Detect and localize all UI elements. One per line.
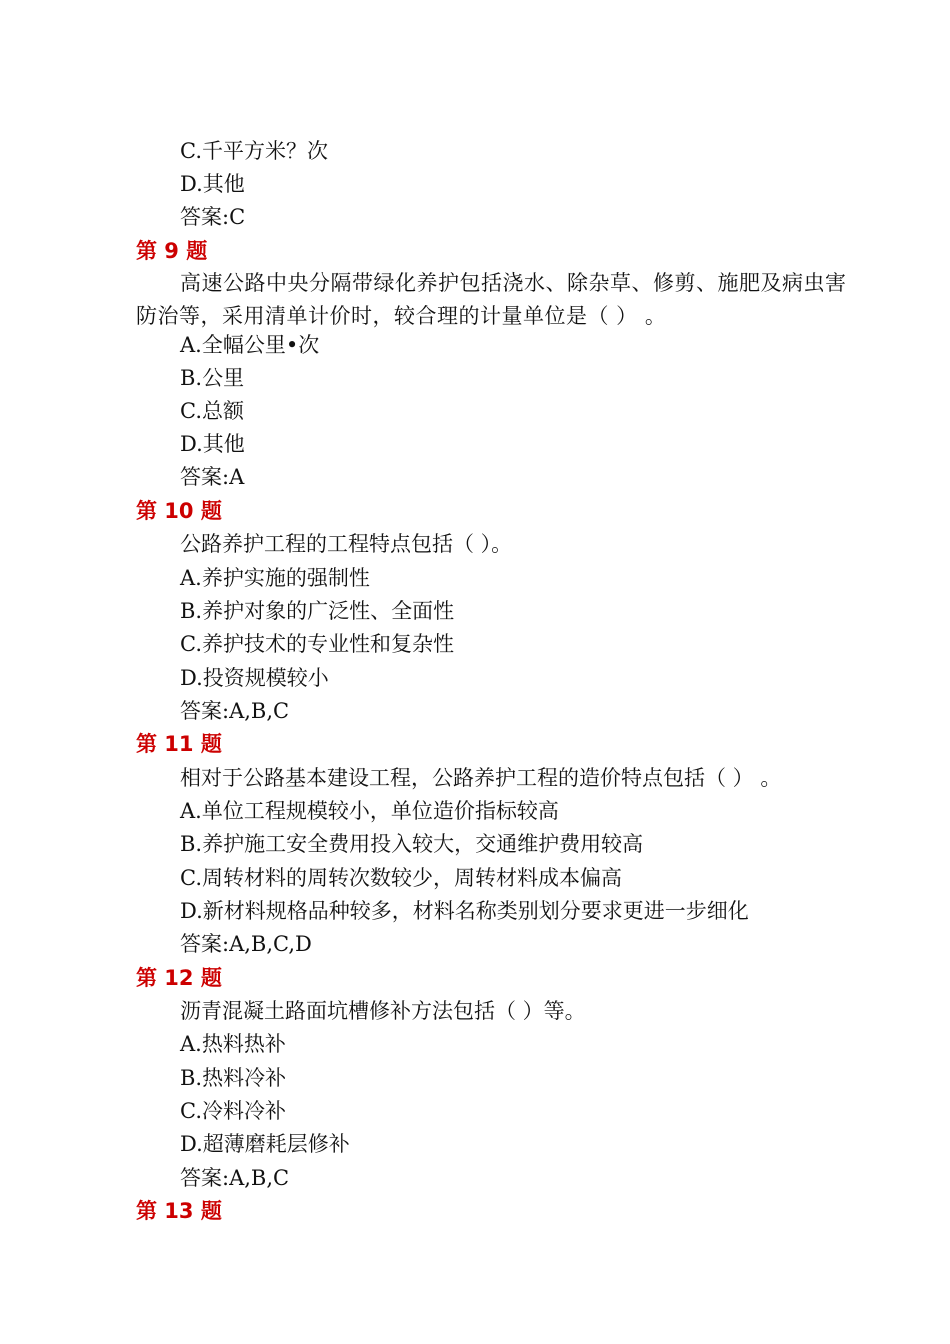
- option-a: A.养护实施的强制性: [180, 566, 370, 590]
- answer: 答案:A,B,C,D: [180, 932, 312, 956]
- option-c: C.总额: [180, 399, 244, 423]
- answer: 答案:A,B,C: [180, 699, 290, 723]
- option-a: A.全幅公里•次: [180, 333, 320, 357]
- option-c: C.冷料冷补: [180, 1099, 286, 1123]
- option-d: D.其他: [180, 432, 245, 456]
- option-b: B.热料冷补: [180, 1066, 287, 1090]
- option-c: C.千平方米？次: [180, 139, 328, 163]
- question-title: 第 12 题: [136, 966, 222, 990]
- option-b: B.公里: [180, 366, 245, 390]
- option-d: D.投资规模较小: [180, 666, 329, 690]
- question-title: 第 10 题: [136, 499, 222, 523]
- option-c: C.养护技术的专业性和复杂性: [180, 632, 454, 656]
- option-d: D.其他: [180, 172, 245, 196]
- answer: 答案:A: [180, 465, 245, 489]
- question-stem: 沥青混凝土路面坑槽修补方法包括（ ）等。: [180, 999, 586, 1023]
- question-title: 第 9 题: [136, 239, 208, 263]
- option-a: A.热料热补: [180, 1032, 286, 1056]
- option-d: D.超薄磨耗层修补: [180, 1132, 350, 1156]
- question-stem: 公路养护工程的工程特点包括（ ）。: [180, 532, 513, 556]
- option-c: C.周转材料的周转次数较少，周转材料成本偏高: [180, 866, 622, 890]
- option-a: A.单位工程规模较小，单位造价指标较高: [180, 799, 559, 823]
- option-b: B.养护施工安全费用投入较大，交通维护费用较高: [180, 832, 644, 856]
- option-d: D.新材料规格品种较多，材料名称类别划分要求更进一步细化: [180, 899, 749, 923]
- answer: 答案:A,B,C: [180, 1166, 290, 1190]
- question-stem: 相对于公路基本建设工程，公路养护工程的造价特点包括（ ） 。: [180, 766, 782, 790]
- question-stem: 高速公路中央分隔带绿化养护包括浇水、除杂草、修剪、施肥及病虫害防治等，采用清单计价时，较合理的计量单位是（ ） 。: [136, 271, 847, 328]
- question-title: 第 13 题: [136, 1199, 222, 1223]
- option-b: B.养护对象的广泛性、全面性: [180, 599, 455, 623]
- answer: 答案:C: [180, 205, 246, 229]
- question-title: 第 11 题: [136, 732, 222, 756]
